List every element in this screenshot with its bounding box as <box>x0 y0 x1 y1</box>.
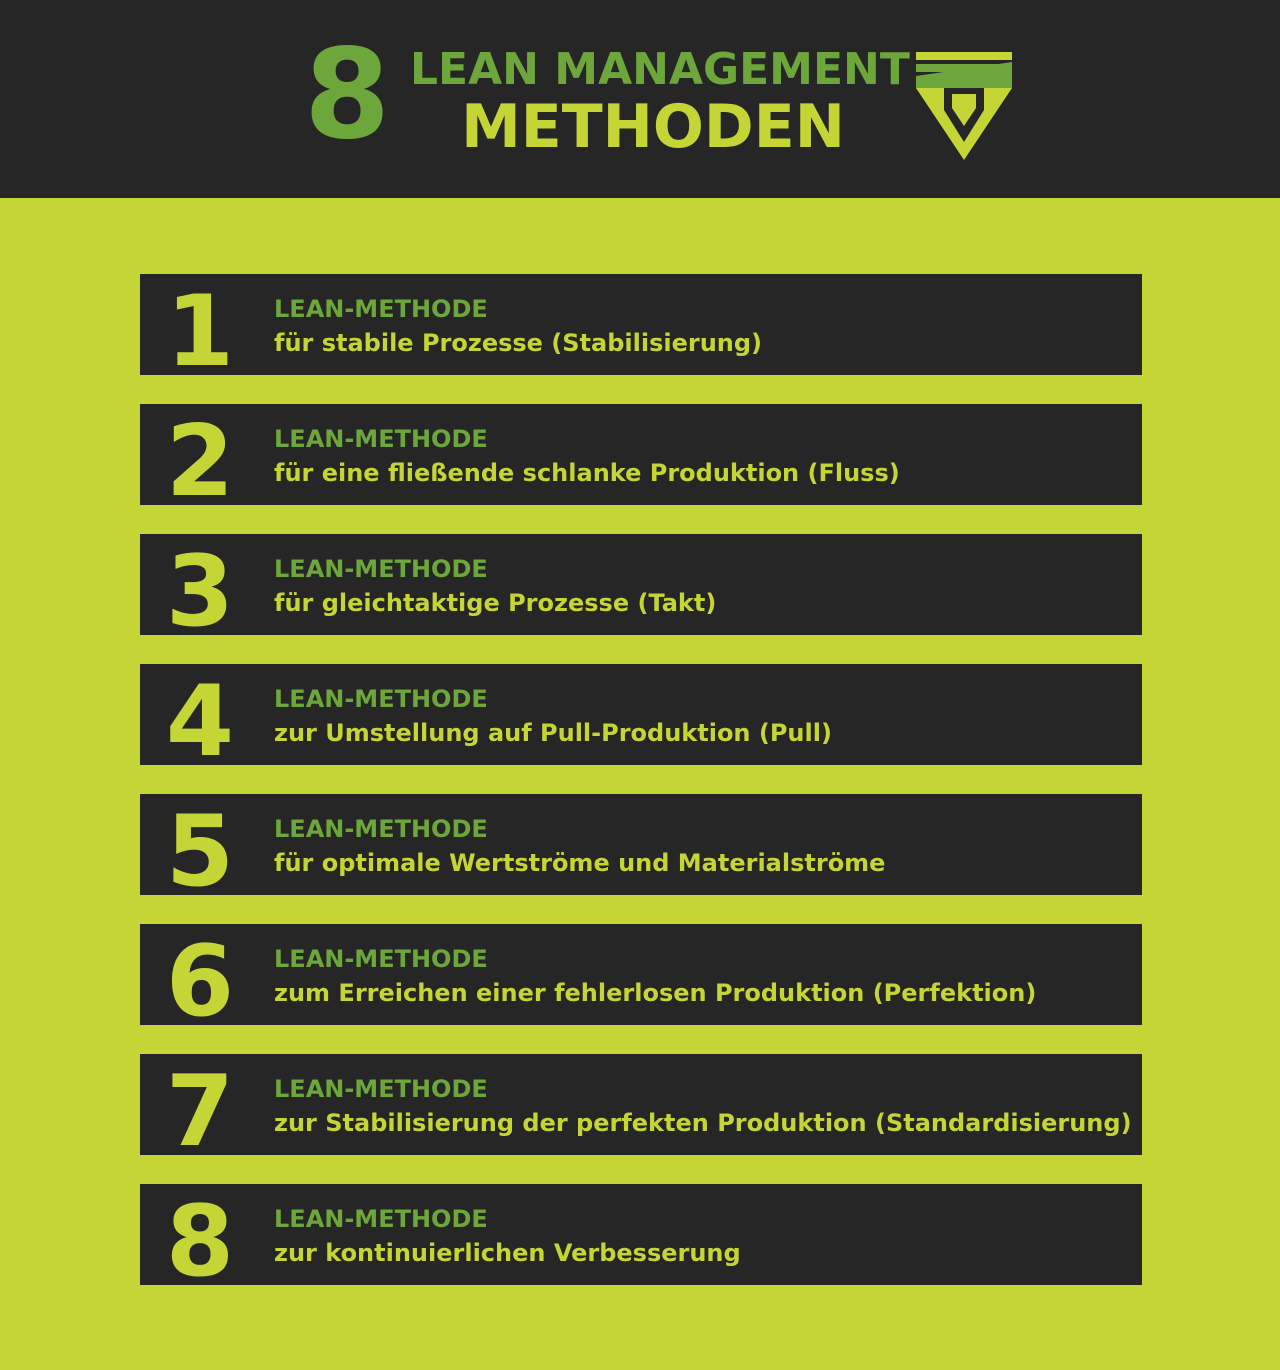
list-item <box>140 1184 1142 1285</box>
header-title-line1: LEAN MANAGEMENT <box>410 44 910 95</box>
item-number: 5 <box>165 795 235 895</box>
header-title-line2: METHODEN <box>461 92 845 162</box>
item-description: für stabile Prozesse (Stabilisierung) <box>274 329 763 357</box>
item-label: LEAN-METHODE <box>274 945 488 973</box>
header-number: 8 <box>304 23 391 167</box>
item-label: LEAN-METHODE <box>274 685 488 713</box>
list-item <box>140 794 1142 895</box>
item-description: zur Stabilisierung der perfekten Produktion (Standardisierung) <box>274 1109 1132 1137</box>
item-number: 6 <box>165 925 235 1025</box>
list-item <box>140 274 1142 375</box>
item-label: LEAN-METHODE <box>274 425 488 453</box>
item-label: LEAN-METHODE <box>274 295 488 323</box>
item-number: 4 <box>165 665 235 765</box>
item-description: zum Erreichen einer fehlerlosen Produktion (Perfektion) <box>274 979 1037 1007</box>
item-label: LEAN-METHODE <box>274 555 488 583</box>
item-number: 3 <box>165 535 235 635</box>
item-number: 1 <box>165 275 235 375</box>
triangle-shield-logo-icon <box>914 50 1014 162</box>
list-item <box>140 924 1142 1025</box>
item-description: für optimale Wertströme und Materialströme <box>274 849 886 877</box>
list-item <box>140 1054 1142 1155</box>
item-label: LEAN-METHODE <box>274 815 488 843</box>
item-label: LEAN-METHODE <box>274 1205 488 1233</box>
item-description: zur Umstellung auf Pull-Produktion (Pull) <box>274 719 832 747</box>
header-banner <box>0 0 1280 198</box>
item-description: für eine fließende schlanke Produktion (Fluss) <box>274 459 900 487</box>
item-number: 7 <box>165 1055 235 1155</box>
item-description: zur kontinuierlichen Verbesserung <box>274 1239 741 1267</box>
item-number: 8 <box>165 1185 235 1285</box>
list-item <box>140 664 1142 765</box>
item-description: für gleichtaktige Prozesse (Takt) <box>274 589 717 617</box>
list-item <box>140 404 1142 505</box>
item-number: 2 <box>165 405 235 505</box>
list-item <box>140 534 1142 635</box>
item-label: LEAN-METHODE <box>274 1075 488 1103</box>
